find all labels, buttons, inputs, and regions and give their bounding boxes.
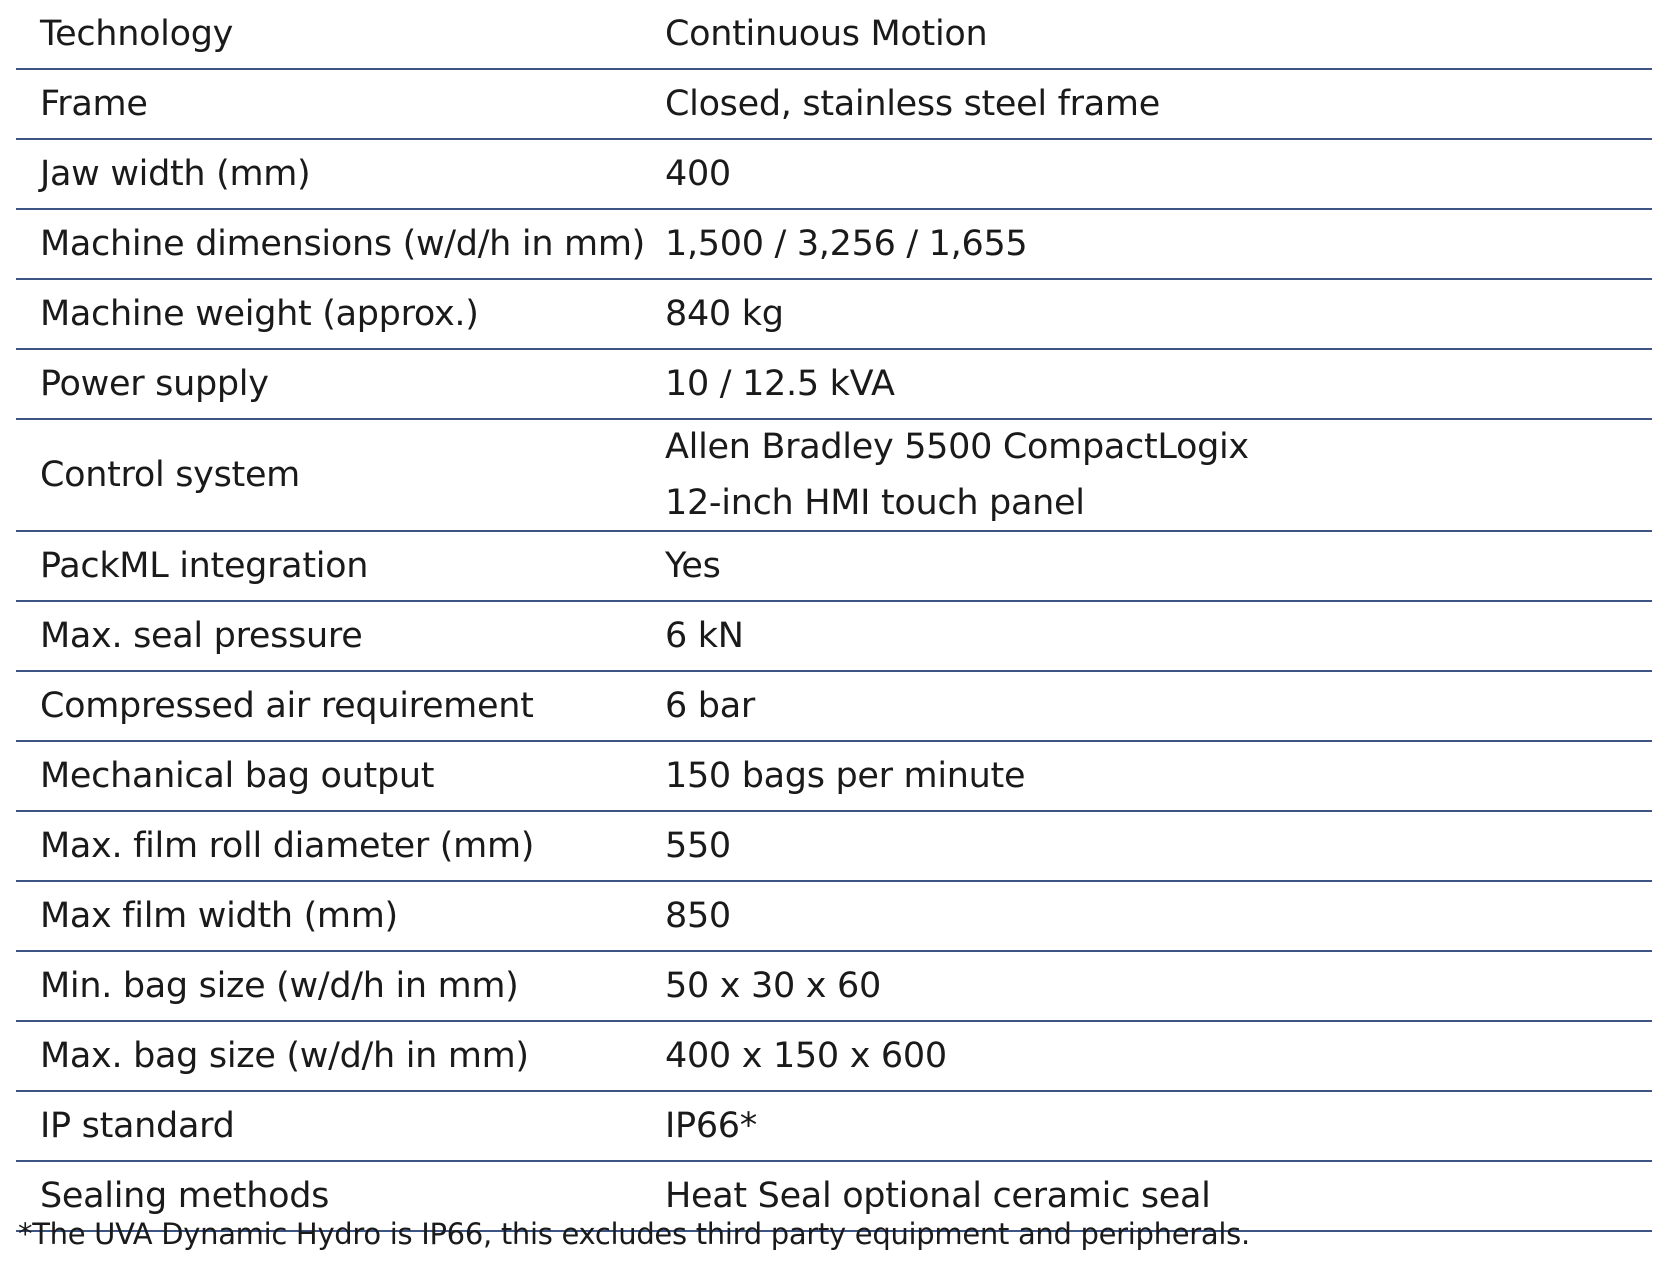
- spec-row-machine-weight: [16, 280, 1652, 350]
- spec-value: 400 x 150 x 600: [665, 1036, 947, 1076]
- spec-value: Closed, stainless steel frame: [665, 84, 1160, 124]
- spec-value: 850: [665, 896, 731, 936]
- spec-row-machine-dimensions: [16, 210, 1652, 280]
- spec-row-jaw-width: [16, 140, 1652, 210]
- spec-label: Sealing methods: [40, 1176, 330, 1216]
- spec-value: 400: [665, 154, 731, 194]
- spec-row-max-seal-pressure: [16, 602, 1652, 672]
- spec-label: Power supply: [40, 364, 269, 404]
- spec-value: Continuous Motion: [665, 14, 988, 54]
- spec-row-ip-standard: [16, 1092, 1652, 1162]
- spec-value: [641, 419, 1652, 531]
- spec-row-compressed-air: [16, 672, 1652, 742]
- spec-row-bag-output: [16, 742, 1652, 812]
- spec-value: Yes: [665, 546, 721, 586]
- spec-label: Compressed air requirement: [40, 686, 534, 726]
- spec-table: [16, 0, 1652, 1232]
- spec-row-packml-integration: [16, 532, 1652, 602]
- spec-label: Max film width (mm): [40, 896, 398, 936]
- spec-label: Jaw width (mm): [40, 154, 311, 194]
- footnote: *The UVA Dynamic Hydro is IP66, this excludes third party equipment and peripherals.: [18, 1217, 1250, 1251]
- spec-label: Machine dimensions (w/d/h in mm): [40, 224, 645, 264]
- spec-value: Heat Seal optional ceramic seal: [665, 1176, 1211, 1216]
- spec-value: 1,500 / 3,256 / 1,655: [665, 224, 1028, 264]
- spec-row-min-bag-size: [16, 952, 1652, 1022]
- spec-label: Machine weight (approx.): [40, 294, 479, 334]
- spec-value: 550: [665, 826, 731, 866]
- spec-label: Max. bag size (w/d/h in mm): [40, 1036, 529, 1076]
- spec-label: Mechanical bag output: [40, 756, 435, 796]
- spec-row-technology: [16, 0, 1652, 70]
- spec-value: 6 kN: [665, 616, 744, 656]
- spec-value: 150 bags per minute: [665, 756, 1026, 796]
- spec-value: 840 kg: [665, 294, 784, 334]
- spec-label: Max. film roll diameter (mm): [40, 826, 535, 866]
- spec-row-frame: [16, 70, 1652, 140]
- spec-label: IP standard: [40, 1106, 235, 1146]
- spec-label: Technology: [40, 14, 234, 54]
- spec-row-max-bag-size: [16, 1022, 1652, 1092]
- spec-row-control-system: [16, 420, 1652, 532]
- spec-value: 10 / 12.5 kVA: [665, 364, 895, 404]
- spec-label: Max. seal pressure: [40, 616, 363, 656]
- spec-row-film-roll-diameter: [16, 812, 1652, 882]
- spec-row-power-supply: [16, 350, 1652, 420]
- spec-value: 50 x 30 x 60: [665, 966, 881, 1006]
- spec-value: IP66*: [665, 1106, 757, 1146]
- spec-value-line: Allen Bradley 5500 CompactLogix: [665, 427, 1249, 467]
- spec-label: Min. bag size (w/d/h in mm): [40, 966, 519, 1006]
- spec-label: Frame: [40, 84, 148, 124]
- spec-value: 6 bar: [665, 686, 755, 726]
- spec-label: PackML integration: [40, 546, 369, 586]
- spec-label: Control system: [40, 455, 300, 495]
- spec-row-film-width: [16, 882, 1652, 952]
- spec-value-line: 12-inch HMI touch panel: [665, 483, 1085, 523]
